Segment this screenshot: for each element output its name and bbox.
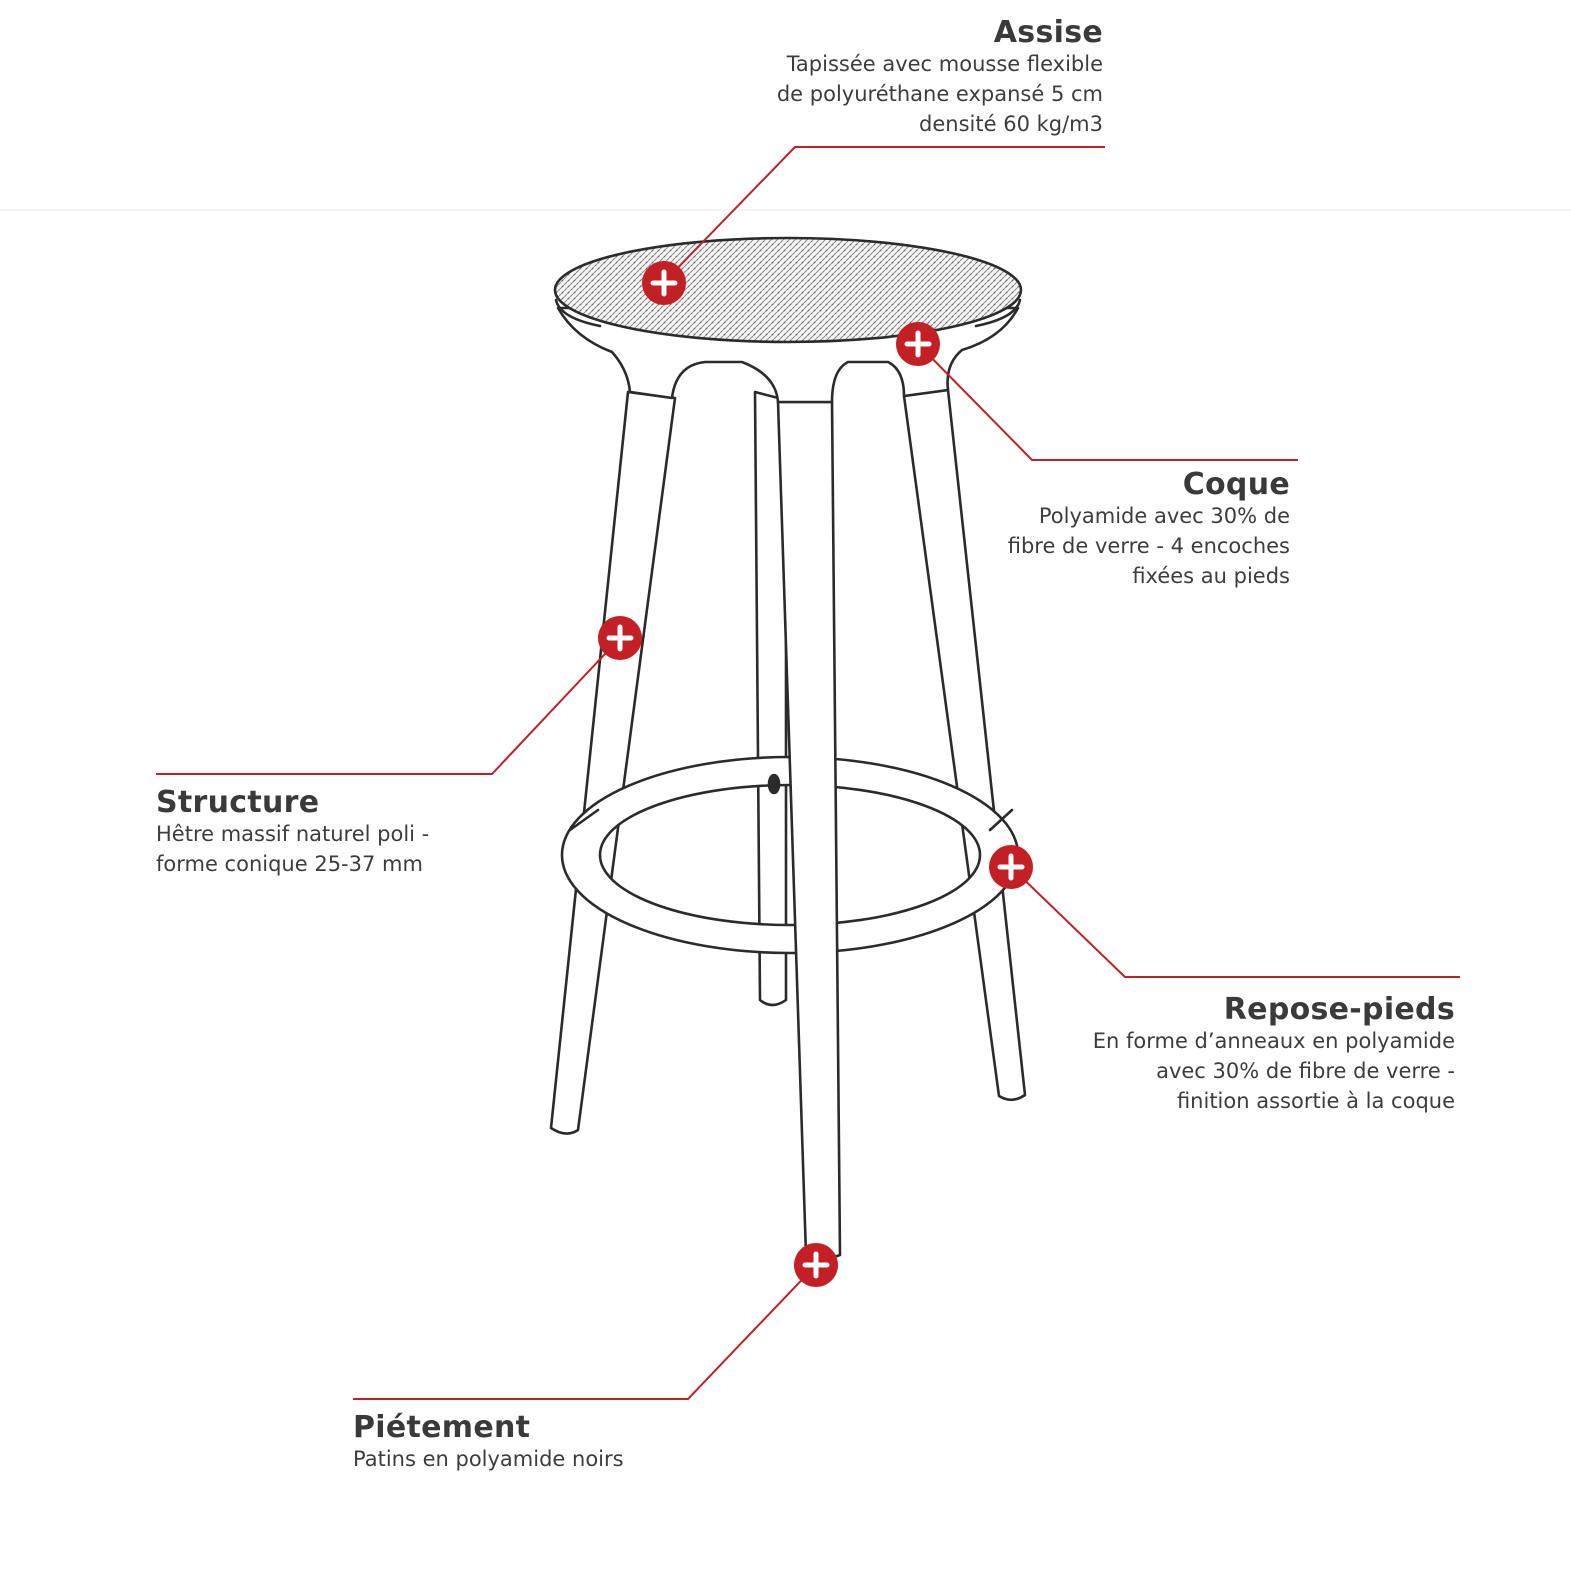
annotation-description: Tapissée avec mousse flexible de polyuréthane expansé 5 cm densité 60 kg/m3 <box>776 52 1103 136</box>
annotation-title: Coque <box>1182 467 1290 502</box>
annotation-repose-pieds <box>1093 993 1455 1116</box>
annotation-description: Hêtre massif naturel poli - forme conique 25-37 mm <box>156 822 430 876</box>
leader-line-repose-pieds <box>1011 867 1460 977</box>
stool-drawing <box>551 238 1025 1259</box>
annotation-description: En forme d’anneaux en polyamide avec 30% de fibre de verre - finition assortie à la coque <box>1092 1029 1455 1113</box>
annotation-coque <box>1008 468 1290 591</box>
annotation-assise <box>777 16 1103 139</box>
stool-screw <box>769 775 779 793</box>
hotspot-pietement[interactable] <box>794 1243 838 1287</box>
leader-line-structure <box>156 638 620 774</box>
hotspot-repose-pieds[interactable] <box>989 845 1033 889</box>
annotation-description: Polyamide avec 30% de fibre de verre - 4 encoches fixées au pieds <box>1007 504 1290 588</box>
hotspot-coque[interactable] <box>896 322 940 366</box>
annotation-title: Assise <box>993 15 1103 50</box>
leader-line-pietement <box>353 1265 816 1399</box>
annotation-title: Repose-pieds <box>1223 992 1455 1027</box>
hotspot-assise[interactable] <box>642 261 686 305</box>
stool-leg-left <box>551 392 675 1134</box>
annotation-pietement <box>353 1411 624 1474</box>
stool-seat <box>555 238 1021 342</box>
hotspot-structure[interactable] <box>598 616 642 660</box>
annotation-structure <box>156 786 429 879</box>
annotation-description: Patins en polyamide noirs <box>353 1447 624 1471</box>
leader-line-coque <box>918 344 1298 460</box>
annotation-title: Structure <box>156 785 320 820</box>
annotation-title: Piétement <box>353 1410 531 1445</box>
